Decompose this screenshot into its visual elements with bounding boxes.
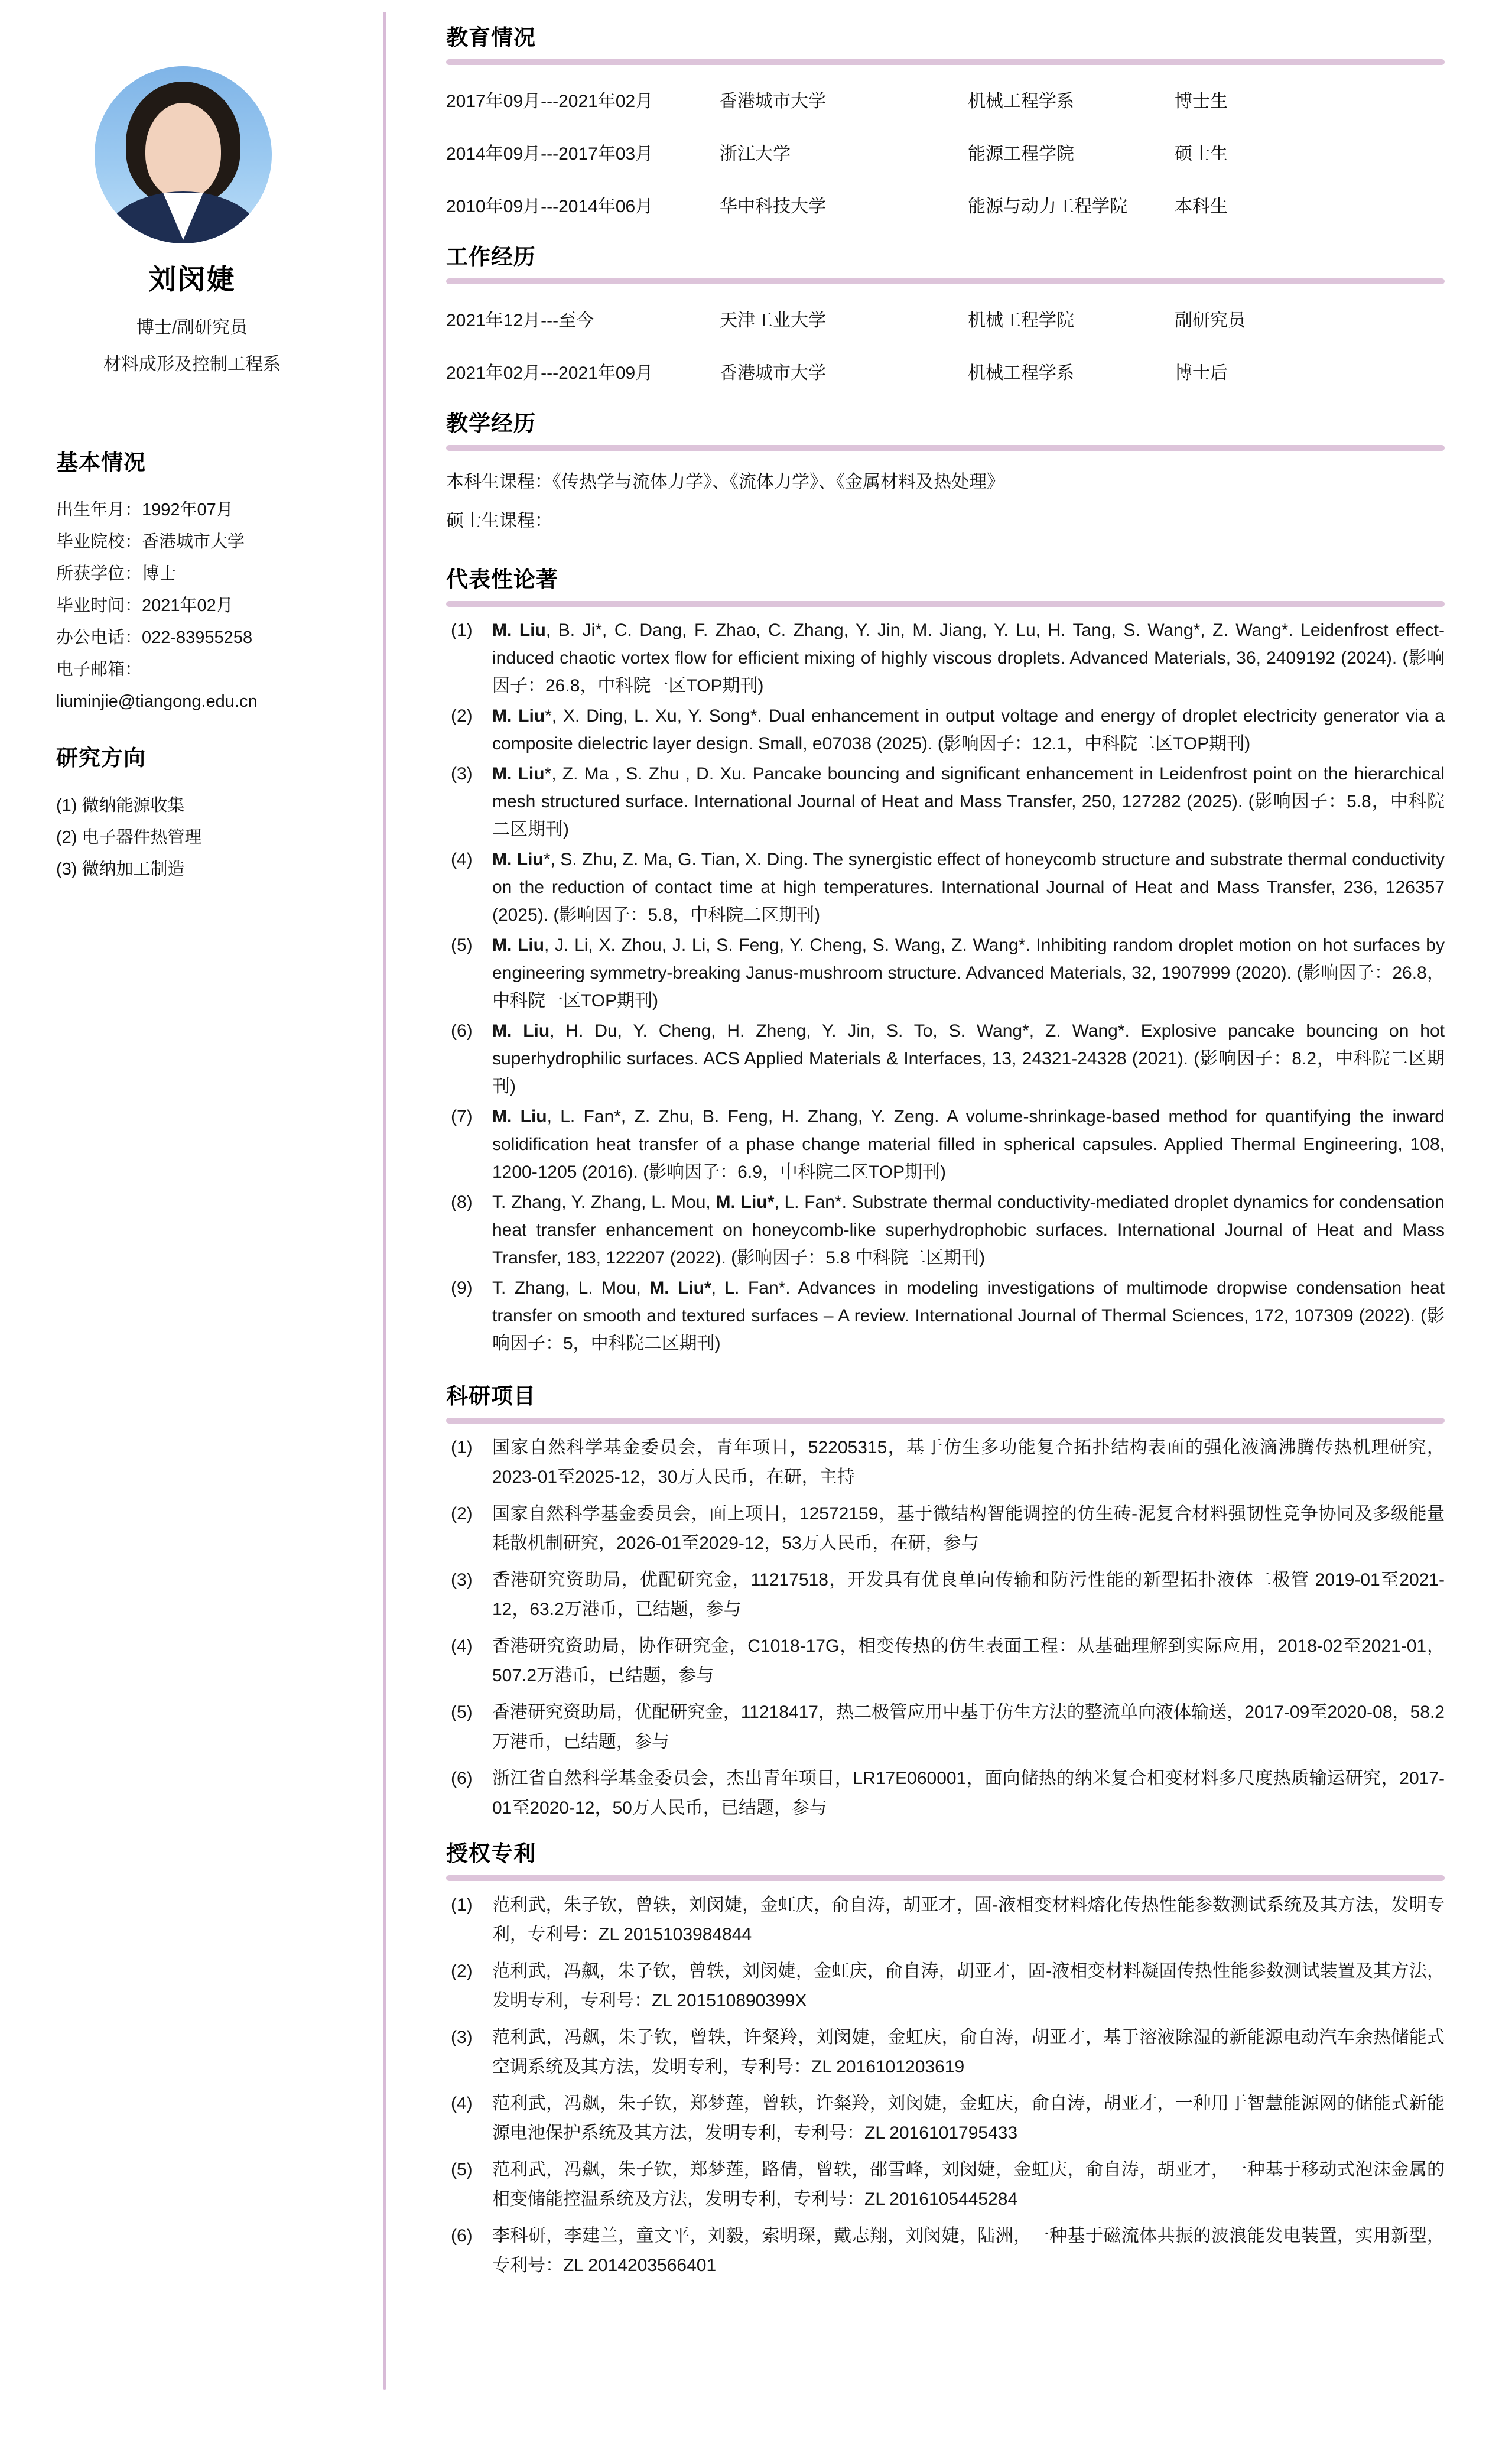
education-school: 浙江大学: [720, 144, 791, 164]
publication-item-number: (3): [451, 764, 473, 784]
profile-department: 材料成形及控制工程系: [103, 355, 281, 374]
education-row: [446, 139, 1445, 165]
project-item-text: 国家自然科学基金委员会，面上项目，12572159，基于微结构智能调控的仿生砖-泥复合材料强韧性竞争协同及多级能量耗散机制研究，2026-01至2029-12，53万人民币，在研，参与: [492, 1504, 1445, 1553]
project-item: [446, 1499, 1445, 1558]
section-patents: [446, 1841, 1445, 2280]
section-education: [446, 25, 1445, 217]
project-item-number: (2): [451, 1504, 473, 1523]
patent-item: [446, 2089, 1445, 2148]
basic-info-line: 出生年月：1992年07月: [56, 501, 233, 519]
basic-info-heading: 基本情况: [56, 450, 146, 475]
project-item-text: 香港研究资助局，协作研究金，C1018-17G，相变传热的仿生表面工程：从基础理解到实际应用，2018-02至2021-01，507.2万港币，已结题，参与: [492, 1636, 1445, 1685]
section-work: [446, 244, 1445, 384]
publication-item-text: M. Liu*, Z. Ma , S. Zhu , D. Xu. Pancake bouncing and significant enhancement in Leidenfrost point on the hierarchical mesh structured surface. International Journal of Heat and Mass Transfer, 250, 127282 (2025). (影响因子：5.8，中科院二区期刊): [492, 764, 1445, 839]
publication-item-number: (9): [451, 1278, 473, 1298]
work-row: [446, 306, 1445, 332]
project-item-number: (1): [451, 1438, 473, 1457]
research-direction-line: (3) 微纳加工制造: [56, 860, 185, 879]
education-row: [446, 86, 1445, 112]
research-directions-heading: 研究方向: [56, 746, 146, 770]
project-item: [446, 1433, 1445, 1492]
education-rows: [446, 86, 1445, 217]
patent-item-text: 李科研，李建兰，童文平，刘毅，索明琛，戴志翔，刘闵婕，陆洲，一种基于磁流体共振的波浪能发电装置，实用新型，专利号：ZL 2014203566401: [492, 2226, 1445, 2275]
teaching-rule: [446, 445, 1445, 451]
work-heading: 工作经历: [446, 245, 536, 269]
publication-item-text: M. Liu*, S. Zhu, Z. Ma, G. Tian, X. Ding. The synergistic effect of honeycomb structure and substrate thermal conductivity on the reduction of contact time at high temperatures. International Journal of Heat and Mass Transfer, 236, 126357 (2025). (影响因子：5.8，中科院二区期刊): [492, 850, 1445, 925]
patent-item-number: (2): [451, 1961, 473, 1981]
patent-item: [446, 2221, 1445, 2280]
patent-item: [446, 2155, 1445, 2214]
patent-item: [446, 1957, 1445, 2016]
publication-item-number: (7): [451, 1107, 473, 1126]
work-row: [446, 358, 1445, 384]
work-period: 2021年12月---至今: [446, 311, 594, 330]
patent-item-text: 范利武，朱子钦，曾轶，刘闵婕，金虹庆，俞自涛，胡亚才，固-液相变材料熔化传热性能参数测试系统及其方法，发明专利，专利号：ZL 2015103984844: [492, 1895, 1445, 1944]
patent-item-text: 范利武，冯飙，朱子钦，曾轶，刘闵婕，金虹庆，俞自涛，胡亚才，固-液相变材料凝固传热性能参数测试装置及其方法，发明专利，专利号：ZL 201510890399X: [492, 1961, 1445, 2010]
publication-item-text: M. Liu, L. Fan*, Z. Zhu, B. Feng, H. Zhang, Y. Zeng. A volume-shrinkage-based method for quantifying the inward solidification heat transfer of a phase change material filled in spherical capsules. Applied Thermal Engineering, 108, 1200-1205 (2016). (影响因子：6.9，中科院二区TOP期刊): [492, 1107, 1445, 1182]
publication-item: [446, 760, 1445, 843]
work-period: 2021年02月---2021年09月: [446, 363, 653, 383]
research-direction-line: (1) 微纳能源收集: [56, 796, 185, 815]
profile-block: [0, 258, 384, 375]
work-school: 天津工业大学: [720, 311, 826, 330]
education-dept: 机械工程学系: [968, 92, 1074, 111]
patent-item: [446, 1890, 1445, 1950]
patent-item-number: (4): [451, 2094, 473, 2113]
patent-item-number: (5): [451, 2160, 473, 2179]
patents-heading: 授权专利: [446, 1841, 536, 1866]
publications-rule: [446, 601, 1445, 607]
photo-face-shape: [145, 103, 221, 199]
publication-item: [446, 702, 1445, 758]
education-role: 本科生: [1175, 197, 1228, 216]
projects-heading: 科研项目: [446, 1384, 536, 1408]
patent-item-text: 范利武，冯飙，朱子钦，郑梦莲，路倩，曾轶，邵雪峰，刘闵婕，金虹庆，俞自涛，胡亚才，一种基于移动式泡沫金属的相变储能控温系统及方法，发明专利，专利号：ZL 2016105445284: [492, 2160, 1445, 2209]
teaching-heading: 教学经历: [446, 411, 536, 436]
profile-name: 刘闵婕: [148, 264, 236, 295]
education-role: 硕士生: [1175, 144, 1228, 164]
basic-info-lines: [56, 494, 368, 717]
publication-item-text: M. Liu, B. Ji*, C. Dang, F. Zhao, C. Zhang, Y. Jin, M. Jiang, Y. Lu, H. Tang, S. Wang*, Z. Wang*. Leidenfrost effect-induced chaotic vortex flow for efficient mixing of highly viscous droplets. Advanced Materials, 36, 2409192 (2024). (影响因子：26.8，中科院一区TOP期刊): [492, 621, 1445, 696]
project-item-text: 国家自然科学基金委员会，青年项目，52205315，基于仿生多功能复合拓扑结构表面的强化液滴沸腾传热机理研究，2023-01至2025-12，30万人民币，在研，主持: [492, 1438, 1445, 1487]
section-teaching: [446, 411, 1445, 541]
publication-item: [446, 1188, 1445, 1272]
publication-item-number: (5): [451, 935, 473, 955]
education-rule: [446, 59, 1445, 65]
education-period: 2014年09月---2017年03月: [446, 144, 653, 164]
projects-rule: [446, 1418, 1445, 1424]
work-role: 副研究员: [1175, 311, 1246, 330]
research-directions-lines: [56, 790, 368, 885]
basic-info-line: 电子邮箱：: [56, 660, 142, 679]
publication-item-number: (6): [451, 1021, 473, 1041]
work-dept: 机械工程学院: [968, 311, 1074, 330]
project-item: [446, 1764, 1445, 1823]
education-role: 博士生: [1175, 92, 1228, 111]
vertical-divider: [383, 12, 386, 2390]
publication-item-text: M. Liu, H. Du, Y. Cheng, H. Zheng, Y. Jin, S. To, S. Wang*, Z. Wang*. Explosive pancake bouncing on hot superhydrophilic surfaces. ACS Applied Materials & Interfaces, 13, 24321-24328 (2021). (影响因子：8.2，中科院二区期刊): [492, 1021, 1445, 1096]
profile-photo: [95, 66, 272, 243]
publication-item-number: (1): [451, 621, 473, 640]
basic-info-line: 毕业院校：香港城市大学: [56, 532, 245, 551]
education-school: 华中科技大学: [720, 197, 826, 216]
project-item: [446, 1698, 1445, 1757]
work-school: 香港城市大学: [720, 363, 826, 383]
education-period: 2010年09月---2014年06月: [446, 197, 653, 216]
work-role: 博士后: [1175, 363, 1228, 383]
patent-item-number: (3): [451, 2028, 473, 2047]
profile-title: 博士/副研究员: [136, 318, 248, 337]
publication-item-number: (4): [451, 850, 473, 869]
publication-item: [446, 1103, 1445, 1186]
research-directions-section: [56, 740, 368, 885]
patent-item-number: (1): [451, 1895, 473, 1915]
teaching-line: 本科生课程：《传热学与流体力学》、《流体力学》、《金属材料及热处理》: [446, 472, 1004, 492]
basic-info-section: [56, 444, 368, 717]
publication-item: [446, 931, 1445, 1015]
basic-info-line: 办公电话：022-83955258: [56, 628, 253, 647]
sidebar: [0, 0, 384, 2456]
teaching-line: 硕士生课程：: [446, 511, 552, 531]
project-item-text: 香港研究资助局，优配研究金，11217518，开发具有优良单向传输和防污性能的新型拓扑液体二极管 2019-01至2021-12，63.2万港币，已结题，参与: [492, 1570, 1445, 1619]
basic-info-line: 毕业时间：2021年02月: [56, 596, 233, 615]
project-item: [446, 1565, 1445, 1625]
publication-item-text: T. Zhang, L. Mou, M. Liu*, L. Fan*. Advances in modeling investigations of multimode dropwise condensation heat transfer on smooth and textured surfaces – A review. International Journal of Thermal Sciences, 172, 107309 (2022). (影响因子：5，中科院二区期刊): [492, 1278, 1445, 1353]
publication-item: [446, 846, 1445, 929]
research-direction-line: (2) 电子器件热管理: [56, 828, 202, 847]
teaching-lines: [446, 463, 1445, 541]
publications-heading: 代表性论著: [446, 567, 558, 592]
work-rule: [446, 278, 1445, 284]
education-row: [446, 191, 1445, 217]
main-content: [446, 25, 1445, 2288]
section-publications: [446, 567, 1445, 1357]
education-heading: 教育情况: [446, 25, 536, 50]
work-dept: 机械工程学系: [968, 363, 1074, 383]
education-period: 2017年09月---2021年02月: [446, 92, 653, 111]
publication-item-text: M. Liu*, X. Ding, L. Xu, Y. Song*. Dual enhancement in output voltage and energy of droplet electricity generator via a composite dielectric layer design. Small, e07038 (2025). (影响因子：12.1，中科院二区TOP期刊): [492, 706, 1445, 753]
publication-item: [446, 1017, 1445, 1100]
publication-item: [446, 1274, 1445, 1357]
patent-item-number: (6): [451, 2226, 473, 2246]
education-dept: 能源与动力工程学院: [968, 197, 1127, 216]
project-item: [446, 1632, 1445, 1691]
publication-item-number: (2): [451, 706, 473, 726]
patents-list: [446, 1890, 1445, 2280]
patent-item-text: 范利武，冯飙，朱子钦，曾轶，许粲羚，刘闵婕，金虹庆，俞自涛，胡亚才，基于溶液除湿的新能源电动汽车余热储能式空调系统及其方法，发明专利，专利号：ZL 2016101203619: [492, 2028, 1445, 2077]
publication-item-text: T. Zhang, Y. Zhang, L. Mou, M. Liu*, L. Fan*. Substrate thermal conductivity-mediated droplet dynamics for condensation heat transfer enhancement on honeycomb-like superhydrophobic surfaces. International Journal of Heat and Mass Transfer, 183, 122207 (2022). (影响因子：5.8 中科院二区期刊): [492, 1193, 1445, 1268]
basic-info-line: 所获学位：博士: [56, 564, 177, 583]
projects-list: [446, 1433, 1445, 1823]
publication-item: [446, 616, 1445, 700]
project-item-number: (5): [451, 1703, 473, 1722]
education-school: 香港城市大学: [720, 92, 826, 111]
patent-item: [446, 2023, 1445, 2082]
publication-item-number: (8): [451, 1193, 473, 1212]
project-item-number: (6): [451, 1769, 473, 1788]
publications-list: [446, 616, 1445, 1357]
work-rows: [446, 306, 1445, 384]
project-item-number: (4): [451, 1636, 473, 1656]
patents-rule: [446, 1875, 1445, 1881]
project-item-number: (3): [451, 1570, 473, 1590]
basic-info-line: liuminjie@tiangong.edu.cn: [56, 692, 258, 711]
section-projects: [446, 1383, 1445, 1823]
project-item-text: 香港研究资助局，优配研究金，11218417，热二极管应用中基于仿生方法的整流单向液体输送，2017-09至2020-08，58.2万港币，已结题，参与: [492, 1703, 1445, 1752]
project-item-text: 浙江省自然科学基金委员会，杰出青年项目，LR17E060001，面向储热的纳米复合相变材料多尺度热质输运研究，2017-01至2020-12，50万人民币，已结题，参与: [492, 1769, 1445, 1818]
patent-item-text: 范利武，冯飙，朱子钦，郑梦莲，曾轶，许粲羚，刘闵婕，金虹庆，俞自涛，胡亚才，一种用于智慧能源网的储能式新能源电池保护系统及其方法，发明专利，专利号：ZL 2016101795433: [492, 2094, 1445, 2143]
publication-item-text: M. Liu, J. Li, X. Zhou, J. Li, S. Feng, Y. Cheng, S. Wang, Z. Wang*. Inhibiting random droplet motion on hot surfaces by engineering symmetry-breaking Janus-mushroom structure. Advanced Materials, 32, 1907999 (2020). (影响因子：26.8，中科院一区TOP期刊): [492, 935, 1445, 1011]
education-dept: 能源工程学院: [968, 144, 1074, 164]
